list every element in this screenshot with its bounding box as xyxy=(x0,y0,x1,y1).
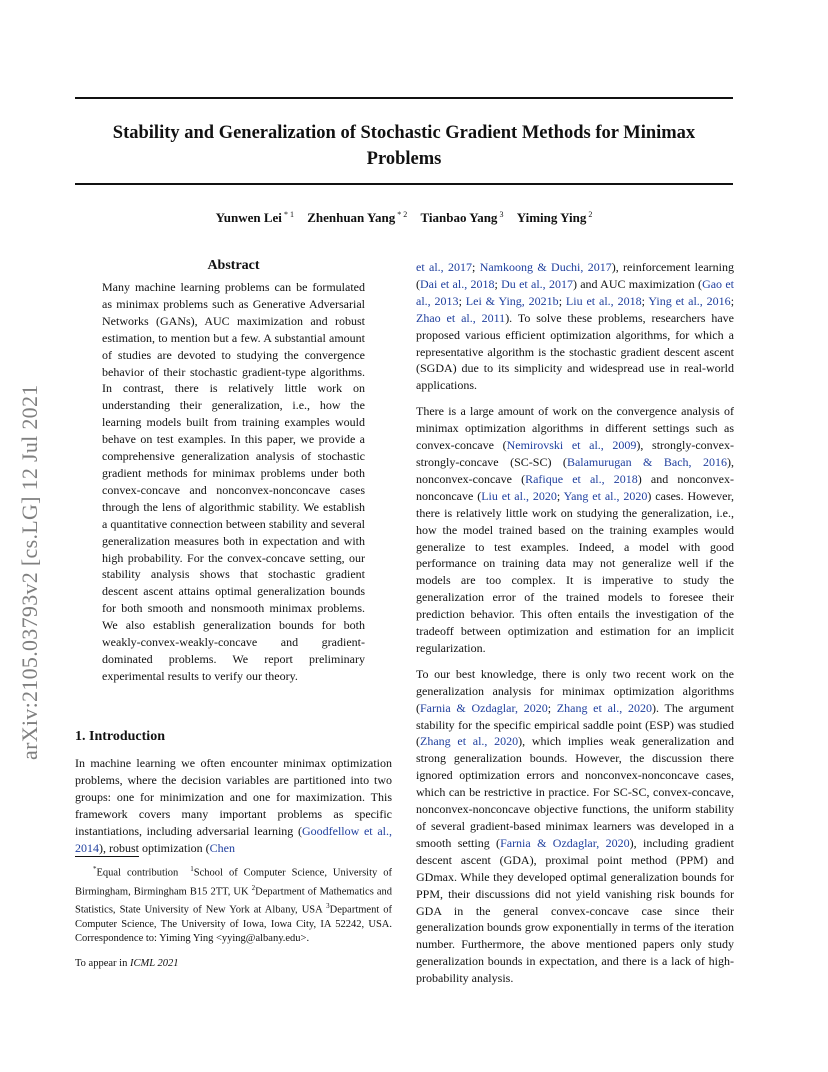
body-text: ), strongly-convex-strongly-concave (SC-SC) ( xyxy=(416,438,734,469)
citation-link[interactable]: Nemirovski et al., 2009 xyxy=(506,438,637,453)
right-paragraph-1 xyxy=(416,259,734,394)
body-text: ), reinforcement learning ( xyxy=(416,260,734,291)
author-list xyxy=(75,210,733,226)
body-text: ; xyxy=(641,293,649,308)
citation-link[interactable]: Balamurugan & Bach, 2016 xyxy=(566,454,727,469)
citation-link[interactable]: Chen xyxy=(209,840,235,855)
citation-link[interactable]: Liu et al., 2020 xyxy=(481,488,557,503)
body-text: ), nonconvex-concave ( xyxy=(416,454,734,486)
body-text: ; xyxy=(458,293,466,308)
intro-text: In machine learning we often encounter minimax optimization problems, where the decision variables are partitioned into two groups: one for minimization and one for maximization. This framework covers many important problems as specific instantiations, including adversarial learning ( xyxy=(75,756,392,838)
body-text: ; xyxy=(730,293,735,308)
citation-link[interactable]: Goodfellow et al., 2014 xyxy=(75,823,392,855)
body-text: ) and nonconvex-nonconcave ( xyxy=(416,471,734,503)
body-text: ), including gradient descent ascent (GDA), proximal point method (PPM) and GDmax. While they developed optimal generalization bounds for PPM, their discussions did not yield vanishing risk bounds for GDA in the general convex-concave case since their generalization bounds grow exponentially in terms of the iteration number. Furthermore, the above mentioned papers only study generalization bounds in expectation, and there is a lack of high-probability analysis. xyxy=(416,835,735,986)
citation-link[interactable]: Zhao et al., 2011 xyxy=(416,310,506,325)
citation-link[interactable]: Rafique et al., 2018 xyxy=(525,471,638,486)
intro-text: ), robust optimization ( xyxy=(99,840,210,855)
author-name: Yiming Ying xyxy=(516,210,587,226)
affiliation-2: Department of Mathematics and Statistics, State University of New York at Albany, USA xyxy=(75,886,393,916)
citation-link[interactable]: Gao et al., 2013 xyxy=(416,276,734,308)
author-name: Zhenhuan Yang xyxy=(307,210,396,226)
affiliation-3: Department of Computer Science, The University of Iowa, Iowa City, IA 52242, USA. Correspondence to: Yiming Ying <yying@albany.edu>. xyxy=(75,904,393,945)
author-marks: 3 xyxy=(499,210,504,219)
body-text: ) cases. However, there is relatively little work on studying the generalization, i.e., how the model trained based on the training examples would generalize to test examples. Indeed, a model with good performance on training data may not generalize well if the models are too complex. It is imperative to study the generalization error of the trained models to foresee their prediction behavior. This often entails the investigation of the tradeoff between optimization and estimation for an implicit regularization. xyxy=(416,488,734,655)
author-name: Yunwen Lei xyxy=(215,210,282,226)
body-text: ; xyxy=(494,276,502,291)
citation-link[interactable]: Zhang et al., 2020 xyxy=(420,734,519,749)
right-column xyxy=(416,259,734,996)
body-text: ). The argument stability for the specific empirical saddle point (ESP) was studied ( xyxy=(416,700,734,749)
citation-link[interactable]: Du et al., 2017 xyxy=(501,276,573,291)
title-rule-top xyxy=(75,97,733,99)
arxiv-identifier-stamp: arXiv:2105.03793v2 [cs.LG] 12 Jul 2021 xyxy=(17,384,42,760)
paper-title: Stability and Generalization of Stochastic Gradient Methods for Minimax Problems xyxy=(112,123,696,169)
author xyxy=(420,210,503,225)
venue-prefix: To appear in xyxy=(75,958,130,969)
title-rule-bottom xyxy=(75,183,733,185)
citation-link[interactable]: Farnia & Ozdaglar, 2020 xyxy=(500,835,630,850)
citation-link[interactable]: Namkoong & Duchi, 2017 xyxy=(479,260,612,274)
citation-link[interactable]: Farnia & Ozdaglar, 2020 xyxy=(420,700,548,715)
body-text: ), which implies weak generalization and strong generalization bounds. However, the discussion there ignored optimization errors and nonconvex-nonconcave cases, which can be restrictive in practice. For SC-SC, convex-concave, nonconvex-nonconcave objective functions, the uniform stability of several gradient-based minimax learners was developed in a smooth setting ( xyxy=(416,734,734,850)
equal-contribution-note: Equal contribution xyxy=(96,867,179,879)
body-text: There is a large amount of work on the convergence analysis of minimax optimization algorithms in different settings such as convex-concave ( xyxy=(416,404,734,453)
affiliation-footnote xyxy=(75,862,392,947)
intro-paragraph xyxy=(75,755,392,856)
right-paragraph-3 xyxy=(416,666,734,987)
citation-link[interactable]: Lei & Ying, 2021b xyxy=(465,293,559,308)
body-text: ; xyxy=(547,700,557,715)
citation-link[interactable]: Liu et al., 2018 xyxy=(565,293,642,308)
citation-link[interactable]: Zhang et al., 2020 xyxy=(556,700,652,715)
body-text: ; xyxy=(558,293,566,308)
section-heading-introduction: 1. Introduction xyxy=(75,729,165,744)
body-text: To our best knowledge, there is only two recent work on the generalization analysis for minimax optimization algorithms ( xyxy=(416,666,734,715)
footnote-mark: 2 xyxy=(251,883,256,892)
author xyxy=(517,210,593,225)
author-name: Tianbao Yang xyxy=(420,210,498,226)
citation-link[interactable]: et al., 2017 xyxy=(416,260,472,274)
footnote-mark: 1 xyxy=(190,865,194,873)
author xyxy=(307,210,407,225)
citation-link[interactable]: Dai et al., 2018 xyxy=(420,276,495,291)
venue-name: ICML 2021 xyxy=(129,958,179,969)
footnote-mark: * xyxy=(92,865,97,873)
author-marks: * 1 xyxy=(283,210,294,219)
author-marks: 2 xyxy=(588,210,593,219)
author xyxy=(216,210,294,225)
abstract-body: Many machine learning problems can be formulated as minimax problems such as Generative Adversarial Networks (GANs), AUC maximization and robust estimation, to mention but a few. A substantial amount of studies are devoted to studying the convergence behavior of their stochastic gradient-type algorithms. In contrast, there is relatively little work on understanding their generalization, i.e., how the learning models built from training examples would behave on test examples. In this paper, we provide a comprehensive generalization analysis of stochastic gradient methods for minimax problems under both convex-concave and nonconvex-nonconcave cases through the lens of algorithmic stability. We establish a quantitative connection between stability and several generalization measures both in expectation and with high probability. For the convex-concave setting, our stability analysis shows that stochastic gradient descent ascent attains optimal generalization bounds for both smooth and nonsmooth minimax problems. We also establish generalization bounds for both weakly-convex-weakly-concave and gradient-dominated problems. We report preliminary experimental results to verify our theory. xyxy=(102,280,365,683)
footnote-rule xyxy=(75,856,139,857)
citation-link[interactable]: Yang et al., 2020 xyxy=(563,488,648,503)
body-text: ; xyxy=(472,260,480,274)
affiliation-1: School of Computer Science, University of Birmingham, Birmingham B15 2TT, UK xyxy=(75,867,392,898)
footnote-mark: 3 xyxy=(326,902,330,911)
venue-note xyxy=(75,958,178,969)
abstract-heading: Abstract xyxy=(207,258,260,273)
citation-link[interactable]: Ying et al., 2016 xyxy=(648,293,731,308)
body-text: ) and AUC maximization ( xyxy=(572,276,703,291)
author-marks: * 2 xyxy=(397,210,408,219)
body-text: ; xyxy=(556,488,564,503)
body-text: ). To solve these problems, researchers have proposed various efficient optimization algorithms, for which a representative algorithm is the stochastic gradient descent ascent (SGDA) due to its simplicity and widespread use in real-world applications. xyxy=(416,310,735,393)
right-paragraph-2 xyxy=(416,403,734,657)
